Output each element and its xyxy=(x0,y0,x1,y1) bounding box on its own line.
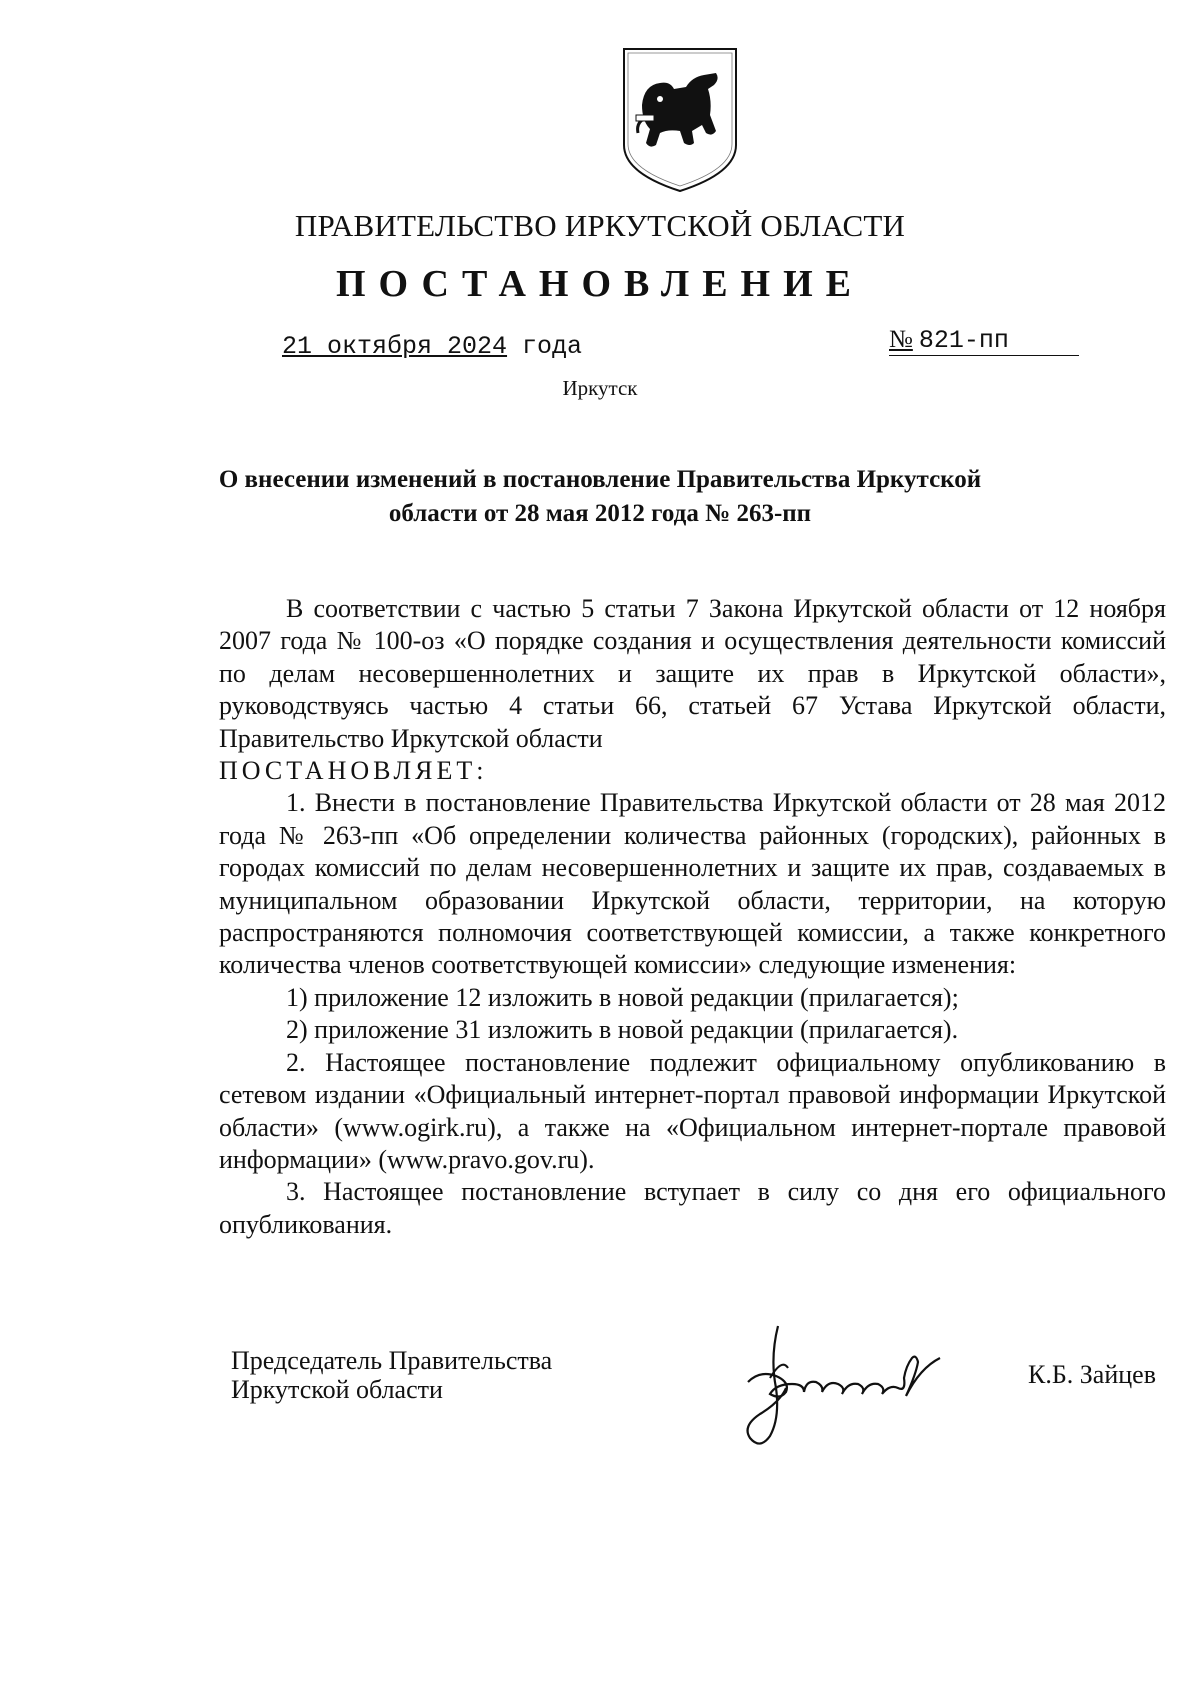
item-3-paragraph: 3. Настоящее постановление вступает в силу со дня его официального опубликования. xyxy=(219,1177,1166,1239)
signatory-position xyxy=(231,1346,552,1404)
handwritten-signature xyxy=(730,1318,955,1453)
number-sign: № xyxy=(889,326,913,353)
document-type: ПОСТАНОВЛЕНИЕ xyxy=(335,263,865,305)
item-1-paragraph: 1. Внести в постановление Правительства Иркутской области от 28 мая 2012 года № 263-пп «Об определении количества районных (городских), районных в городах комиссий по делам несовершеннолетних и защите их прав, создаваемых в муниципальном образовании Иркутской области, территории, на которую распространяются полномочия соответствующей комиссии, а также конкретного количества членов соответствующей комиссии» следующие изменения: xyxy=(219,788,1166,980)
signatory-name: К.Б. Зайцев xyxy=(1028,1360,1156,1389)
date-value: 21 октября 2024 xyxy=(282,332,508,361)
position-line-1: Председатель Правительства xyxy=(231,1346,553,1375)
heading-line-2: области от 28 мая 2012 года № 263-пп xyxy=(388,500,812,527)
document-date xyxy=(282,332,582,361)
date-suffix: года xyxy=(507,332,583,361)
item-1-1-paragraph: 1) приложение 12 изложить в новой редакции (прилагается); xyxy=(286,982,959,1012)
coat-of-arms-icon xyxy=(620,45,740,195)
position-line-2: Иркутской области xyxy=(231,1375,443,1404)
heading-line-1: О внесении изменений в постановление Правительства Иркутской xyxy=(218,466,982,493)
city: Иркутск xyxy=(562,376,638,400)
preamble-paragraph: В соответствии с частью 5 статьи 7 Закона Иркутской области от 12 ноября 2007 года № 100-оз «О порядке создания и осуществления деятельности комиссий по делам несовершеннолетних и защите их прав в Иркутской области», руководствуясь частью 4 статьи 66, статьей 67 Устава Иркутской области, Правительство Иркутской области xyxy=(219,594,1166,753)
document-number xyxy=(889,326,1079,356)
item-1-2-paragraph: 2) приложение 31 изложить в новой редакции (прилагается). xyxy=(286,1015,959,1045)
number-value: 821-пп xyxy=(918,326,1009,355)
government-title: ПРАВИТЕЛЬСТВО ИРКУТСКОЙ ОБЛАСТИ xyxy=(294,208,906,243)
item-2-paragraph: 2. Настоящее постановление подлежит официальному опубликованию в сетевом издании «Официальный интернет-портал правовой информации Иркутской области» (www.ogirk.ru), а также на «Официальном интернет-портале правовой информации» (www.pravo.gov.ru). xyxy=(219,1047,1166,1174)
document-body xyxy=(219,593,1166,1241)
resolves-paragraph: ПОСТАНОВЛЯЕТ: xyxy=(219,756,488,786)
document-heading xyxy=(200,463,1000,531)
